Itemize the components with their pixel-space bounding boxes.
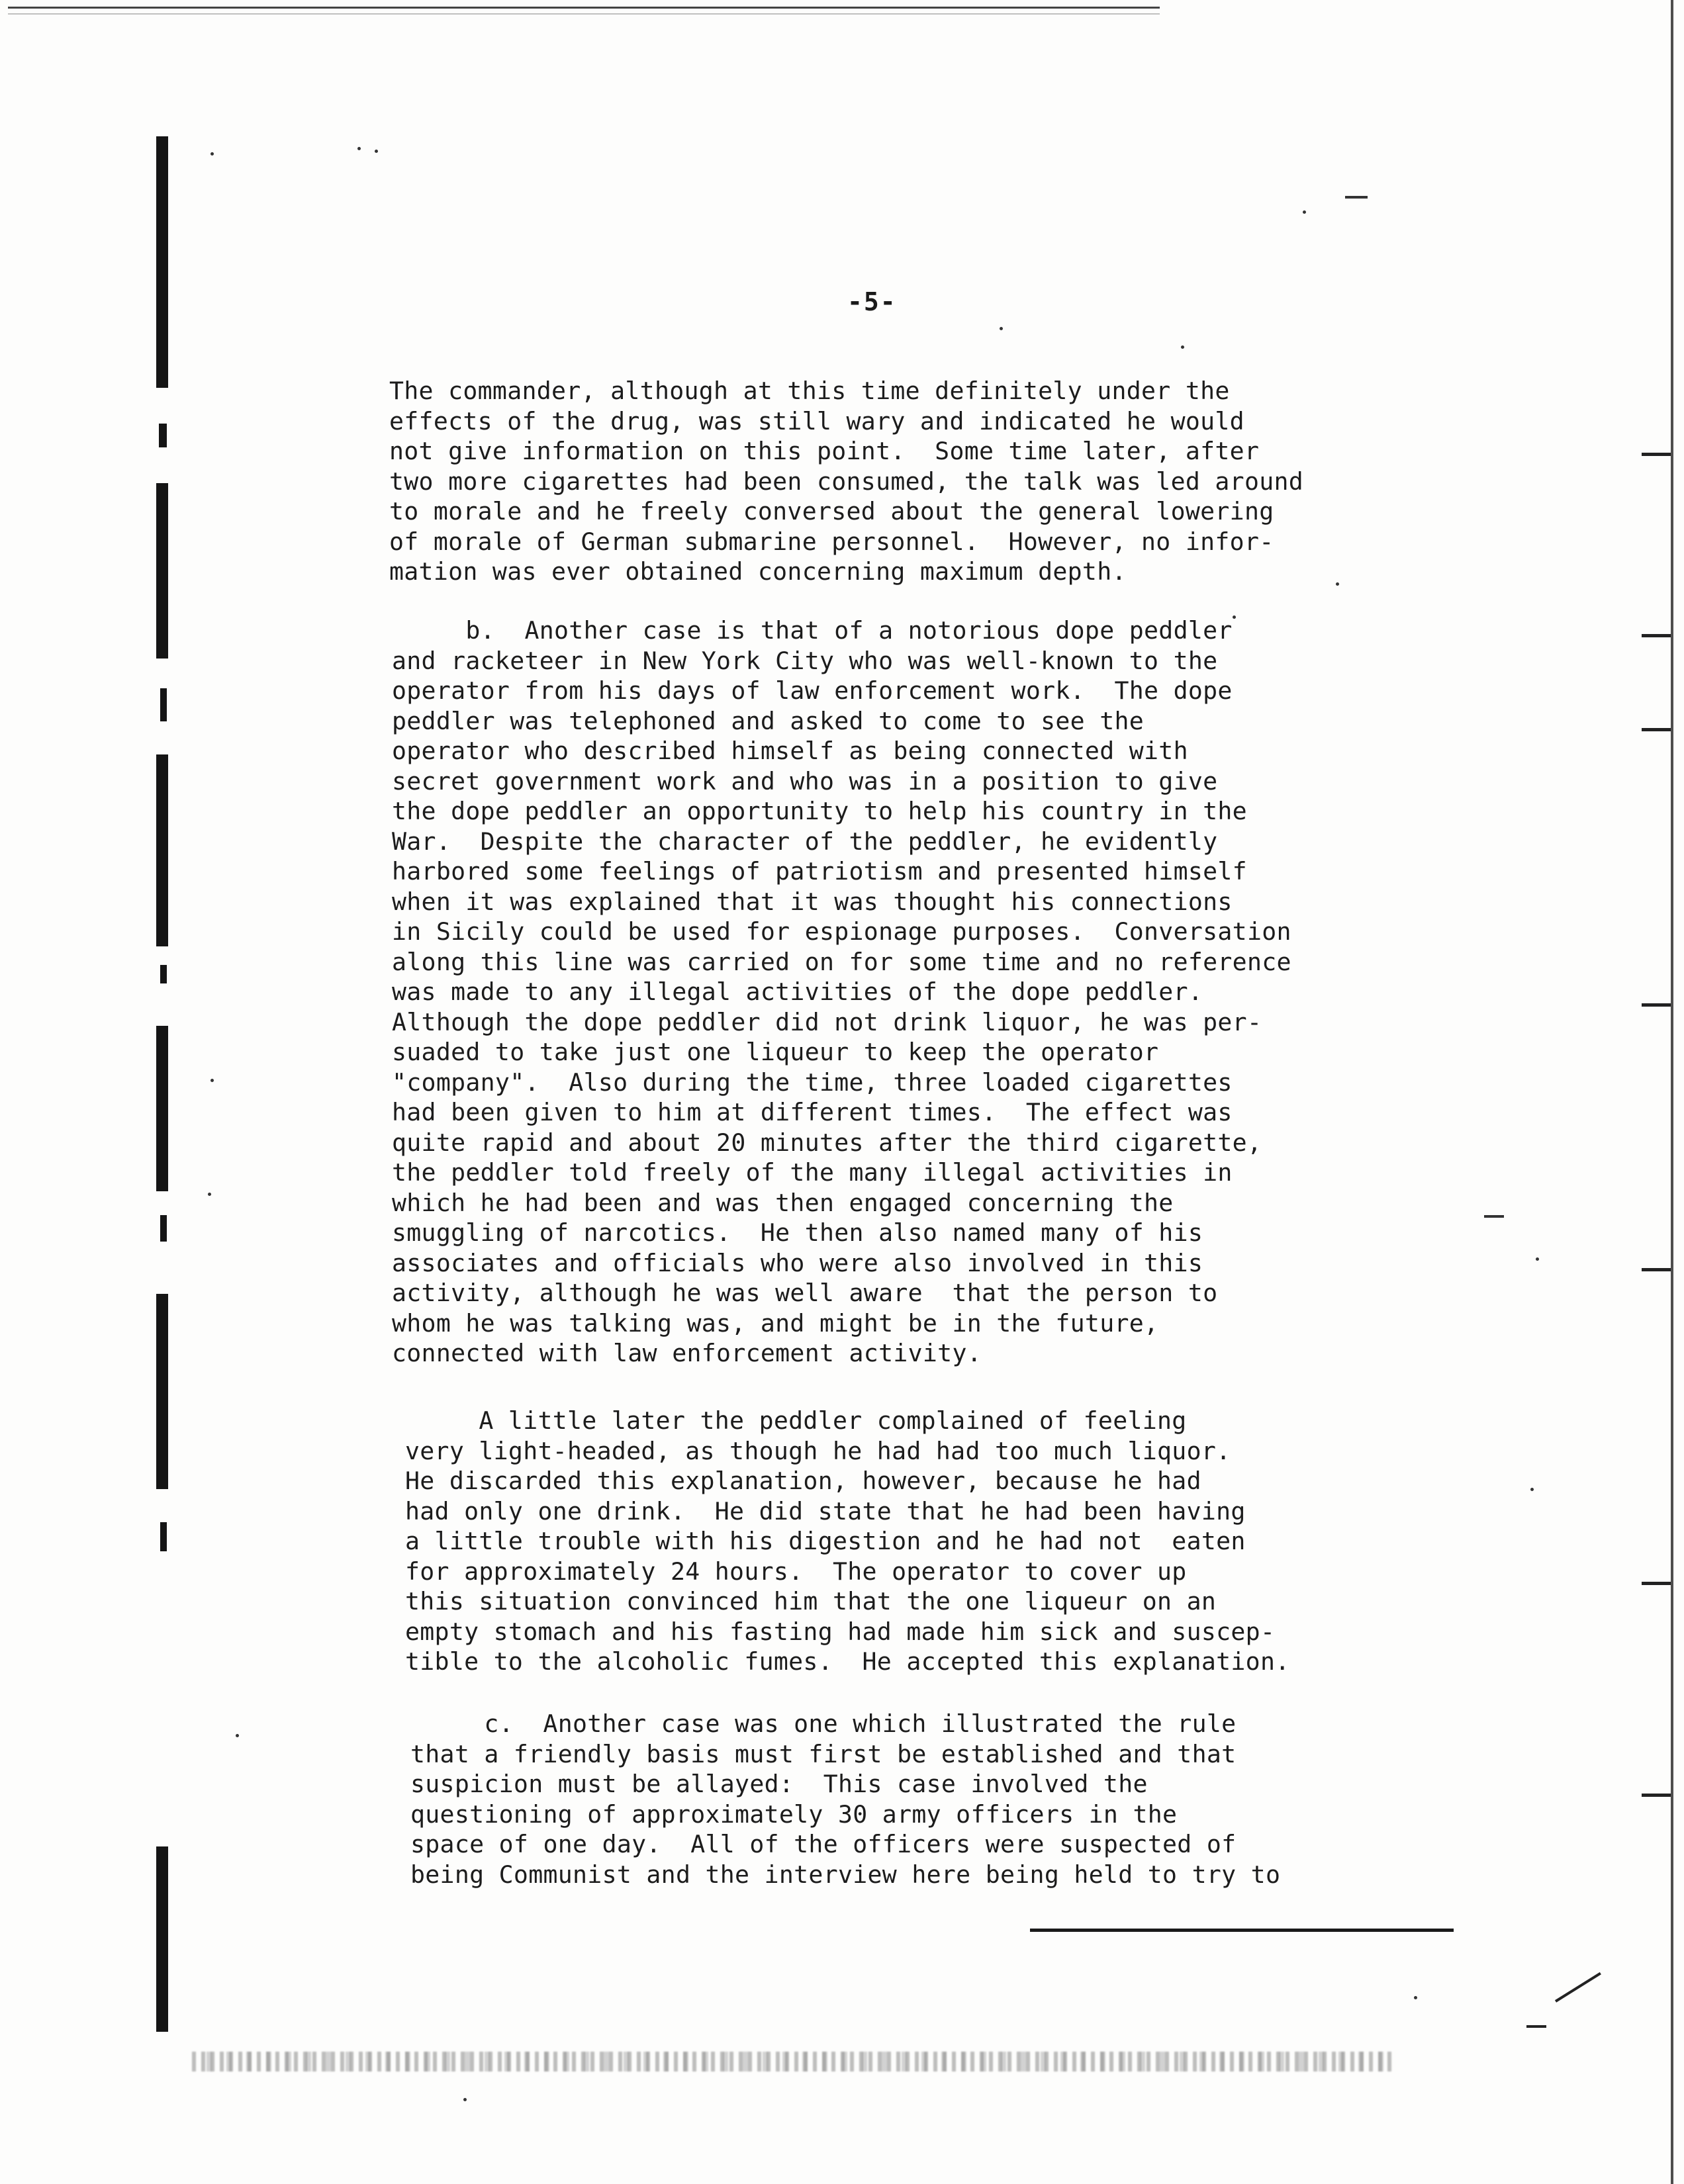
margin-bar — [156, 1294, 168, 1489]
scan-speck — [1303, 210, 1306, 214]
scan-speck — [208, 1193, 211, 1196]
scan-right-edge — [1671, 0, 1673, 2184]
right-margin-tick — [1642, 728, 1671, 731]
scan-speck — [210, 152, 214, 156]
right-margin-tick — [1642, 1582, 1671, 1585]
scan-bottom-smudge — [192, 2052, 1397, 2071]
margin-mark — [160, 1522, 167, 1551]
right-margin-tick — [1642, 634, 1671, 637]
end-of-page-rule — [1030, 1929, 1454, 1932]
scan-top-border — [8, 7, 1160, 9]
scan-speck — [1336, 582, 1339, 586]
margin-bar — [156, 754, 168, 946]
paragraph-case-b: b. Another case is that of a notorious dope peddler and racketeer in New York City who was well-known to the operator from his days of law enforcement work. The dope peddler was telephoned and asked to come to see the operator who described himself as being connected with secret government work and who was in a position to give the dope peddler an opportunity to help his country in the War. Despite the character of the peddler, he evidently harbored some feelings of patriotism and presented himself when it was explained that it was thought his connections in Sicily could be used for espionage purposes. Conversation along this line was carried on for some time and no reference was made to any illegal activities of the dope peddler. Although the dope peddler did not drink liquor, he was per- suaded to take just one liqueur to keep the operator "company". Also during the time, three loaded cigarettes had been given to him at different times. The effect was quite rapid and about 20 minutes after the third cigarette, the peddler told freely of the many illegal activities in which he had been and was then engaged concerning the smuggling of narcotics. He then also named many of his associates and officials who were also involved in this activity, although he was well aware that the person to whom he was talking was, and might be in the future, connected with law enforcement activity. — [392, 616, 1291, 1367]
scan-dash-mark — [1526, 2025, 1546, 2028]
scan-speck — [463, 2098, 467, 2101]
paragraph-commander: The commander, although at this time definitely under the effects of the drug, was still wary and indicated he would not give information on this point. Some time later, after two more cigarettes had been consumed, the talk was led around to morale and he freely conversed about the general lowering of morale of German submarine personnel. However, no infor- mation was ever obtained concerning maximum depth. — [389, 377, 1304, 586]
scan-speck — [236, 1734, 239, 1737]
scan-speck — [1000, 327, 1003, 330]
scan-top-border-faint — [8, 13, 1160, 15]
scan-speck — [1484, 1215, 1504, 1218]
scan-speck — [1345, 196, 1368, 199]
margin-bar — [156, 483, 168, 659]
margin-mark — [160, 688, 167, 721]
scan-speck — [1414, 1996, 1417, 1999]
scan-speck — [210, 1079, 214, 1082]
margin-mark — [159, 424, 167, 447]
scan-speck — [1530, 1488, 1534, 1491]
margin-mark — [160, 1215, 167, 1242]
paragraph-case-c: c. Another case was one which illustrated the rule that a friendly basis must first be established and that suspicion must be allayed: This case involved the questioning of approximately 30 army officers in the space of one day. All of the officers were suspected of being Communist and the interview here being held to try to — [410, 1709, 1281, 1889]
margin-bar — [156, 136, 168, 388]
scan-speck — [357, 147, 361, 150]
margin-bar — [156, 1026, 168, 1191]
right-margin-tick — [1642, 1794, 1671, 1797]
scan-speck — [375, 150, 378, 153]
scan-slash-mark — [1555, 1972, 1601, 2003]
scan-speck — [1181, 345, 1184, 349]
right-margin-tick — [1642, 453, 1671, 456]
scan-speck — [1536, 1257, 1539, 1261]
paragraph-peddler-aftermath: A little later the peddler complained of feeling very light-headed, as though he had had too much liquor. He discarded this explanation, however, because he had had only one drink. He did state that he had been having a little trouble with his digestion and he had not eaten for approximately 24 hours. The operator to cover up this situation convinced him that the one liqueur on an empty stomach and his fasting had made him sick and suscep- tible to the alcoholic fumes. He accepted this explanation. — [405, 1406, 1290, 1676]
right-margin-tick — [1642, 1003, 1671, 1007]
right-margin-tick — [1642, 1268, 1671, 1271]
margin-mark — [160, 965, 167, 983]
page-number: -5- — [847, 287, 897, 316]
margin-bar — [156, 1846, 168, 2032]
